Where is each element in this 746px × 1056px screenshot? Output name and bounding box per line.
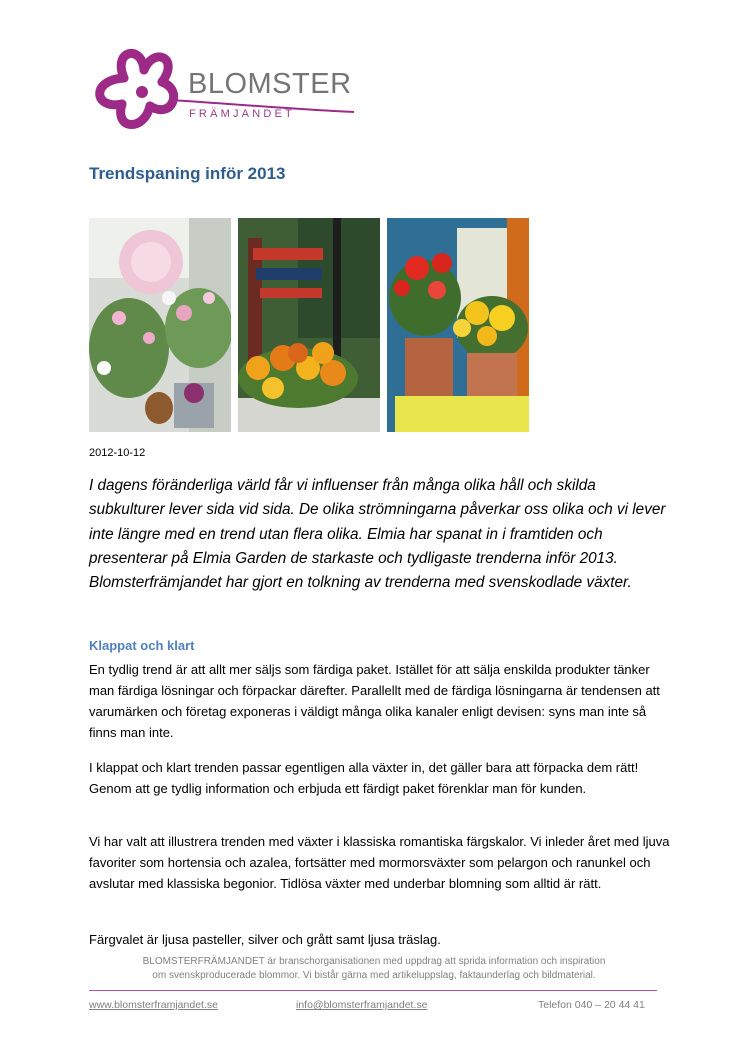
footer-note-line: BLOMSTERFRÄMJANDET är branschorganisationen med uppdrag att sprida information och inspiration: [142, 956, 606, 967]
photo-pastel-flowers: [89, 218, 231, 432]
paragraph: Vi har valt att illustrera trenden med växter i klassiska romantiska färgskalor. Vi inleder året med ljuva favoriter som hortensia och azalea, fortsätter med mormorsväxter som pelargon och ranunkel och avslutar med klassiska begonior. Tidlösa växter med underbar blomning som alltid är rätt.: [89, 834, 670, 891]
paragraph: I klappat och klart trenden passar egentligen alla växter in, det gäller bara att förpacka dem rätt! Genom att ge tydlig information och erbjuda ett färdigt paket förenklar man för kunden.: [89, 760, 639, 796]
email-link[interactable]: info@blomsterframjandet.se: [296, 999, 428, 1011]
logo-subtitle: FRÄMJANDET: [189, 108, 295, 120]
footer-divider: [89, 990, 657, 991]
page-title: Trendspaning inför 2013: [89, 164, 286, 183]
footer-note: [89, 955, 659, 983]
photo-orange-marigolds: [238, 218, 380, 432]
section-heading: Klappat och klart: [89, 638, 195, 653]
date: 2012-10-12: [89, 447, 146, 459]
paragraph: Färgvalet är ljusa pasteller, silver och grått samt ljusa träslag.: [89, 932, 441, 947]
website-link[interactable]: www.blomsterframjandet.se: [89, 999, 218, 1011]
phone-number: Telefon 040 – 20 44 41: [538, 999, 645, 1011]
intro-text: I dagens föränderliga värld får vi influenser från många olika håll och skilda subkulturer lever sida vid sida. De olika strömningarna påverkar oss olika och vi lever inte längre med en trend utan flera olika. Elmia har spanat in i framtiden och presenterar på Elmia Garden de starkaste och tydligaste trenderna inför 2013. Blomsterfrämjandet har gjort en tolkning av trenderna med svenskodlade växter.: [89, 477, 666, 592]
paragraph: En tydlig trend är att allt mer säljs som färdiga paket. Istället för att sälja enskilda produkter tänker man färdiga lösningar och förpackar därefter. Parallellt med de färdiga lösningarna är tendensen att varumärken och företag exponeras i väldigt många olika kanaler enligt devisen: syns man inte så finns man inte.: [89, 662, 660, 740]
logo-name: BLOMSTER: [188, 68, 352, 100]
logo: [84, 40, 364, 140]
footer-note-line: om svenskproducerade blommor. Vi bistår gärna med artikeluppslag, faktaunderlag och bildmaterial.: [152, 970, 596, 981]
photo-red-yellow-begonias: [387, 218, 529, 432]
